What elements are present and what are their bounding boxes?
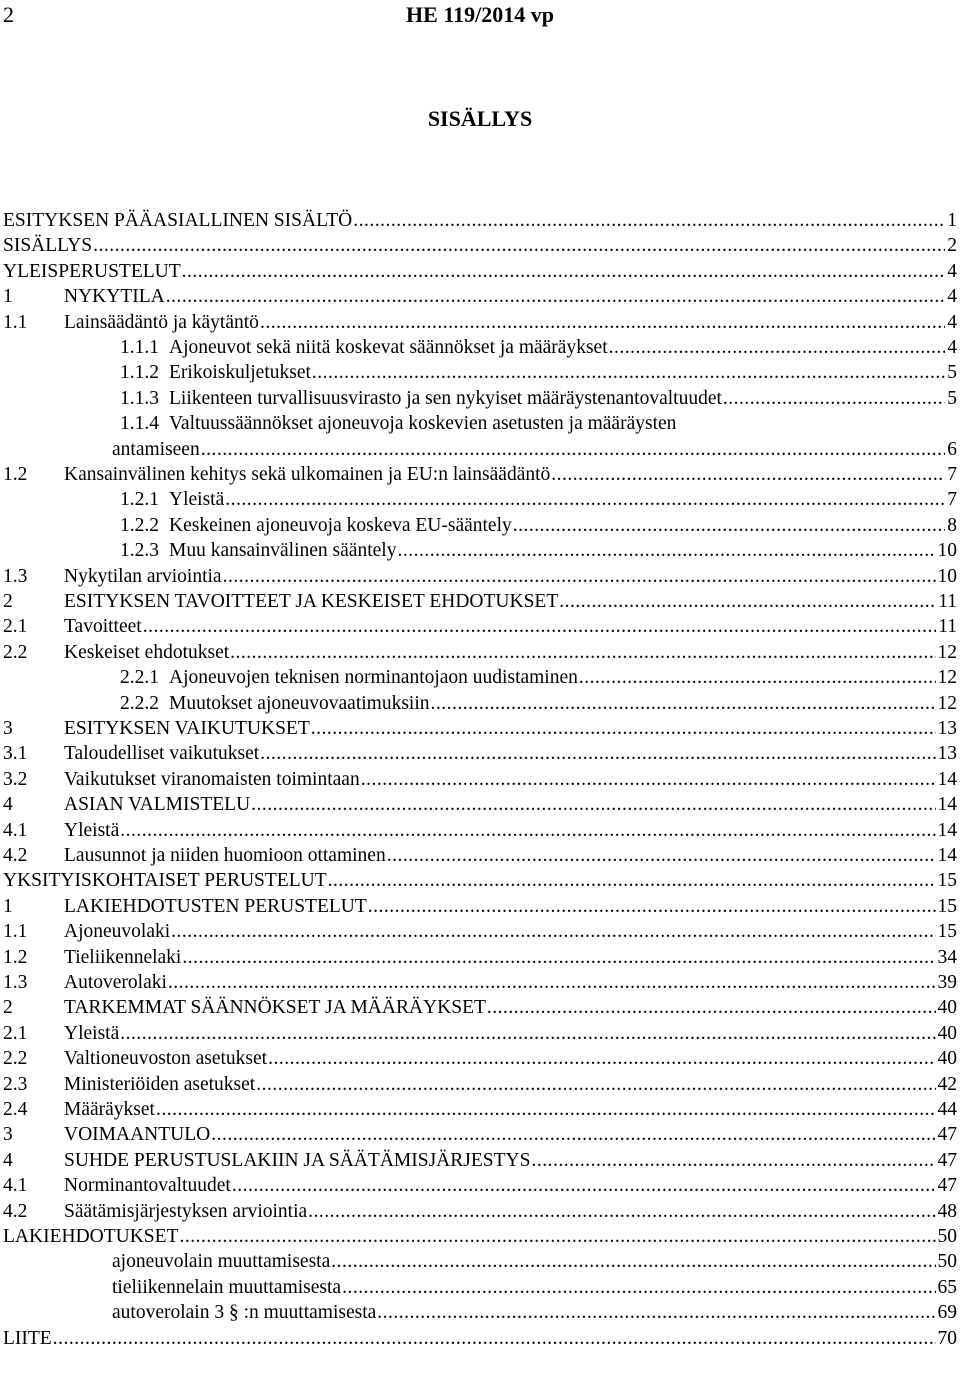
toc-entry-number: 2.2 <box>3 1048 28 1070</box>
dot-leader <box>353 208 945 233</box>
dot-leader <box>211 1122 935 1147</box>
toc-entry-number: 2.3 <box>3 1073 28 1095</box>
toc-entry-label: NYKYTILA <box>64 286 165 308</box>
toc-entry-number: 2.4 <box>3 1099 28 1120</box>
toc-entry[interactable] <box>0 843 960 868</box>
dot-leader <box>223 564 936 589</box>
dot-leader <box>201 437 946 462</box>
toc-entry-label: Taloudelliset vaikutukset <box>64 743 260 765</box>
toc-entry[interactable] <box>0 233 960 258</box>
toc-entry[interactable] <box>0 1173 960 1198</box>
toc-entry-label: Yleistä <box>64 819 120 841</box>
toc-entry[interactable] <box>0 1300 960 1325</box>
toc-entry-page: 13 <box>937 718 957 739</box>
dot-leader <box>120 1021 935 1046</box>
toc-entry[interactable] <box>0 1275 960 1300</box>
dot-leader <box>168 970 936 995</box>
dot-leader <box>559 589 936 614</box>
toc-entry-label: Lainsäädäntö ja käytäntö <box>64 311 259 333</box>
toc-entry-number: 1.1.1 <box>120 337 159 358</box>
toc-entry-label: Lausunnot ja niiden huomioon ottaminen <box>64 845 386 866</box>
toc-entry-page: 47 <box>937 1124 957 1146</box>
toc-entry-label: Keskeiset ehdotukset <box>64 641 230 663</box>
toc-entry-label: YLEISPERUSTELUT <box>3 260 181 282</box>
toc-entry-page: 15 <box>937 921 957 943</box>
dot-leader <box>260 741 935 766</box>
dot-leader <box>609 335 946 360</box>
toc-title: SISÄLLYS <box>427 106 533 131</box>
toc-entry-number: 2.1 <box>3 616 28 638</box>
dot-leader <box>531 1148 935 1173</box>
toc-entry-number: 4.2 <box>3 845 28 866</box>
toc-entry[interactable] <box>0 1148 960 1173</box>
dot-leader <box>166 284 946 309</box>
toc-entry[interactable] <box>0 360 960 385</box>
toc-entry-page: 14 <box>937 845 957 866</box>
dot-leader <box>179 1224 935 1249</box>
toc-entry-number: 1 <box>3 286 13 308</box>
toc-entry-label: LIITE <box>3 1327 52 1349</box>
dot-leader <box>579 665 936 690</box>
toc-entry-number: 1.1 <box>3 311 28 333</box>
toc-entry-label: ASIAN VALMISTELU <box>64 794 251 816</box>
toc-entry-page: 47 <box>937 1175 957 1197</box>
toc-entry-number: 1.1 <box>3 921 28 943</box>
toc-entry-label: YKSITYISKOHTAISET PERUSTELUT <box>3 870 327 892</box>
toc-entry-page: 4 <box>947 311 957 333</box>
toc-entry[interactable] <box>0 1122 960 1147</box>
toc-entry-page: 5 <box>947 387 957 409</box>
toc-entry[interactable] <box>0 1046 960 1071</box>
toc-entry[interactable] <box>0 259 960 284</box>
toc-entry[interactable] <box>0 564 960 589</box>
toc-entry-label: TARKEMMAT SÄÄNNÖKSET JA MÄÄRÄYKSET <box>64 997 486 1019</box>
toc-entry-number: 1.2.3 <box>120 540 159 562</box>
dot-leader <box>182 259 946 284</box>
toc-entry-page: 12 <box>937 692 957 714</box>
toc-entry[interactable] <box>0 589 960 614</box>
toc-entry[interactable] <box>0 995 960 1020</box>
toc-entry-page: 50 <box>937 1226 957 1247</box>
dot-leader <box>513 513 945 538</box>
toc-entry-page: 40 <box>937 1022 957 1044</box>
toc-entry-label: antamiseen <box>112 438 200 460</box>
toc-entry-number: 1 <box>3 895 13 917</box>
toc-entry[interactable] <box>0 386 960 411</box>
toc-entry-label: ESITYKSEN PÄÄASIALLINEN SISÄLTÖ <box>3 210 353 231</box>
toc-entry-number: 2 <box>3 591 13 612</box>
toc-entry-page: 15 <box>937 870 957 892</box>
dot-leader <box>93 233 945 258</box>
toc-entry-page: 15 <box>937 895 957 917</box>
toc-entry[interactable] <box>0 335 960 360</box>
toc-entry-page: 4 <box>947 260 957 282</box>
toc-entry[interactable] <box>0 1199 960 1224</box>
toc-entry-page: 10 <box>937 540 957 562</box>
dot-leader <box>53 1326 936 1351</box>
toc-entry-number: 4 <box>3 1149 13 1171</box>
toc-entry-number: 1.1.2 <box>120 362 159 384</box>
toc-entry-label: Kansainvälinen kehitys sekä ulkomainen ja EU:n lainsäädäntö <box>64 464 551 485</box>
toc-entry[interactable] <box>0 614 960 639</box>
toc-entry[interactable] <box>0 919 960 944</box>
dot-leader <box>182 945 935 970</box>
toc-entry-label: tieliikennelain muuttamisesta <box>112 1276 342 1298</box>
toc-entry[interactable] <box>0 894 960 919</box>
toc-entry-page: 8 <box>947 514 957 536</box>
dot-leader <box>232 1173 936 1198</box>
toc-entry-label: Autoverolaki <box>64 972 167 993</box>
toc-entry-label: Vaikutukset viranomaisten toimintaan <box>64 768 360 790</box>
dot-leader <box>431 691 936 716</box>
toc-entry[interactable] <box>0 437 960 462</box>
dot-leader <box>171 919 935 944</box>
toc-entry-page: 42 <box>937 1073 957 1095</box>
toc-entry[interactable] <box>0 767 960 792</box>
toc-entry-label: Muutokset ajoneuvovaatimuksiin <box>169 692 430 714</box>
toc-entry-label: ESITYKSEN VAIKUTUKSET <box>64 718 310 739</box>
toc-entry-label: Nykytilan arviointia <box>64 565 222 587</box>
dot-leader <box>328 868 936 893</box>
toc-entry-page: 65 <box>937 1276 957 1298</box>
toc-entry[interactable] <box>0 487 960 512</box>
toc-entry[interactable] <box>0 411 960 436</box>
toc-entry-number: 2 <box>3 997 13 1019</box>
toc-entry-number: 2.1 <box>3 1022 28 1044</box>
toc-entry-number: 3.1 <box>3 743 28 765</box>
toc-entry-page: 11 <box>938 591 957 612</box>
toc-entry-label: Tavoitteet <box>64 616 142 638</box>
toc-entry-label: VOIMAANTULO <box>64 1124 211 1146</box>
toc-entry-page: 13 <box>937 743 957 765</box>
dot-leader <box>342 1275 935 1300</box>
toc-entry-label: Norminantovaltuudet <box>64 1175 231 1197</box>
toc-entry[interactable] <box>0 1097 960 1122</box>
toc-entry[interactable] <box>0 1249 960 1274</box>
toc-entry[interactable] <box>0 1224 960 1249</box>
dot-leader <box>308 1199 935 1224</box>
toc-entry-label: Keskeinen ajoneuvoja koskeva EU-sääntely <box>169 514 512 536</box>
toc-entry-label: LAKIEHDOTUSTEN PERUSTELUT <box>64 895 367 917</box>
toc-entry[interactable] <box>0 208 960 233</box>
toc-entry-label: Yleistä <box>169 489 225 511</box>
toc-entry-number: 1.2.1 <box>120 489 159 511</box>
toc-entry-label: Ajoneuvot sekä niitä koskevat säännökset ja määräykset <box>169 337 608 358</box>
toc-entry-page: 14 <box>937 819 957 841</box>
toc-entry-number: 1.2 <box>3 464 28 485</box>
toc-entry-label: SUHDE PERUSTUSLAKIIN JA SÄÄTÄMISJÄRJESTYS <box>64 1149 531 1171</box>
toc-entry-label: autoverolain 3 § :n muuttamisesta <box>112 1302 377 1324</box>
toc-entry[interactable] <box>0 691 960 716</box>
toc-entry-label: Tieliikennelaki <box>64 946 182 968</box>
toc-entry-page: 47 <box>937 1149 957 1171</box>
toc-entry-number: 2.2.1 <box>120 667 159 689</box>
page-number: 2 <box>3 2 14 27</box>
dot-leader <box>331 1249 935 1274</box>
toc-entry[interactable] <box>0 513 960 538</box>
toc-entry-page: 69 <box>937 1302 957 1324</box>
toc-entry[interactable] <box>0 1072 960 1097</box>
toc-entry-label: Ajoneuvolaki <box>64 921 171 943</box>
toc-entry-label: Liikenteen turvallisuusvirasto ja sen nykyiset määräystenantovaltuudet <box>169 387 722 409</box>
toc-entry-page: 39 <box>937 972 957 993</box>
dot-leader <box>387 843 936 868</box>
toc-entry-page: 40 <box>937 997 957 1019</box>
toc-entry-page: 12 <box>937 667 957 689</box>
toc-entry-page: 10 <box>937 565 957 587</box>
toc-entry[interactable] <box>0 716 960 741</box>
toc-entry-label: Muu kansainvälinen sääntely <box>169 540 397 562</box>
toc-entry-page: 44 <box>937 1099 957 1120</box>
toc-entry-page: 1 <box>947 210 957 231</box>
toc-entry-page: 5 <box>947 362 957 384</box>
toc-entry-label: Ajoneuvojen teknisen norminantojaon uudistaminen <box>169 667 578 689</box>
dot-leader <box>377 1300 935 1325</box>
toc-entry[interactable] <box>0 284 960 309</box>
toc-entry-label: Valtuussäännökset ajoneuvoja koskevien asetusten ja määräysten <box>169 413 677 435</box>
toc-entry-number: 1.1.4 <box>120 413 159 435</box>
toc-entry-page: 7 <box>947 489 957 511</box>
toc-entry[interactable] <box>0 792 960 817</box>
toc-entry-number: 2.2 <box>3 641 28 663</box>
toc-entry-page: 2 <box>947 235 957 257</box>
toc-entry[interactable] <box>0 741 960 766</box>
dot-leader <box>361 767 936 792</box>
dot-leader <box>143 614 937 639</box>
toc-entry-number: 4 <box>3 794 13 816</box>
toc-entry-page: 48 <box>937 1200 957 1222</box>
toc-entry[interactable] <box>0 945 960 970</box>
dot-leader <box>260 310 945 335</box>
dot-leader <box>225 487 945 512</box>
dot-leader <box>230 640 935 665</box>
toc-entry-page: 14 <box>937 768 957 790</box>
toc-entry-page: 7 <box>947 464 957 485</box>
toc-entry[interactable] <box>0 665 960 690</box>
toc-entry[interactable] <box>0 640 960 665</box>
dot-leader <box>723 386 945 411</box>
toc-entry-page: 14 <box>937 794 957 816</box>
toc-entry-number: 1.2 <box>3 946 28 968</box>
toc-entry[interactable] <box>0 538 960 563</box>
toc-entry-label: Määräykset <box>64 1099 155 1120</box>
toc-entry-page: 11 <box>938 616 957 638</box>
dot-leader <box>551 462 945 487</box>
document-id: HE 119/2014 vp <box>406 2 554 27</box>
toc-entry-page: 70 <box>937 1327 957 1349</box>
toc-entry-number: 3.2 <box>3 768 28 790</box>
toc-entry-number: 2.2.2 <box>120 692 159 714</box>
toc-entry-number: 3 <box>3 1124 13 1146</box>
toc-entry-label: SISÄLLYS <box>3 235 93 257</box>
toc-entry[interactable] <box>0 310 960 335</box>
dot-leader <box>268 1046 935 1071</box>
toc-entry[interactable] <box>0 462 960 487</box>
dot-leader <box>397 538 935 563</box>
toc-entry[interactable] <box>0 818 960 843</box>
dot-leader <box>487 995 936 1020</box>
dot-leader <box>251 792 935 817</box>
toc-entry-page: 34 <box>937 946 957 968</box>
toc-entry-page: 50 <box>937 1251 957 1273</box>
dot-leader <box>120 818 935 843</box>
dot-leader <box>311 716 936 741</box>
toc-entry-number: 1.2.2 <box>120 514 159 536</box>
toc-entry-label: ajoneuvolain muuttamisesta <box>112 1251 331 1273</box>
toc-entry[interactable] <box>0 1326 960 1351</box>
toc-entry-label: Säätämisjärjestyksen arviointia <box>64 1200 308 1222</box>
toc-entry-page: 4 <box>947 286 957 308</box>
toc-entry-number: 4.2 <box>3 1200 28 1222</box>
toc-entry-label: Yleistä <box>64 1022 120 1044</box>
toc-entry-label: ESITYKSEN TAVOITTEET JA KESKEISET EHDOTUKSET <box>64 591 559 612</box>
toc-entry-number: 4.1 <box>3 1175 28 1197</box>
dot-leader <box>256 1072 935 1097</box>
toc-entry-number: 1.3 <box>3 972 28 993</box>
toc-entry-page: 6 <box>947 438 957 460</box>
toc-entry-label: Erikoiskuljetukset <box>169 362 311 384</box>
toc-entry-label: Valtioneuvoston asetukset <box>64 1048 268 1070</box>
toc-entry-page: 40 <box>937 1048 957 1070</box>
toc-entry-page: 12 <box>937 641 957 663</box>
toc-entry[interactable] <box>0 970 960 995</box>
toc-entry[interactable] <box>0 1021 960 1046</box>
toc-entry-number: 1.1.3 <box>120 387 159 409</box>
toc-entry-page: 4 <box>947 337 957 358</box>
toc-entry-number: 4.1 <box>3 819 28 841</box>
dot-leader <box>156 1097 936 1122</box>
dot-leader <box>368 894 936 919</box>
toc-entry-number: 3 <box>3 718 13 739</box>
toc-entry-label: Ministeriöiden asetukset <box>64 1073 256 1095</box>
toc-entry-number: 1.3 <box>3 565 28 587</box>
dot-leader <box>312 360 945 385</box>
toc-entry-label: LAKIEHDOTUKSET <box>3 1226 179 1247</box>
toc-entry[interactable] <box>0 868 960 893</box>
